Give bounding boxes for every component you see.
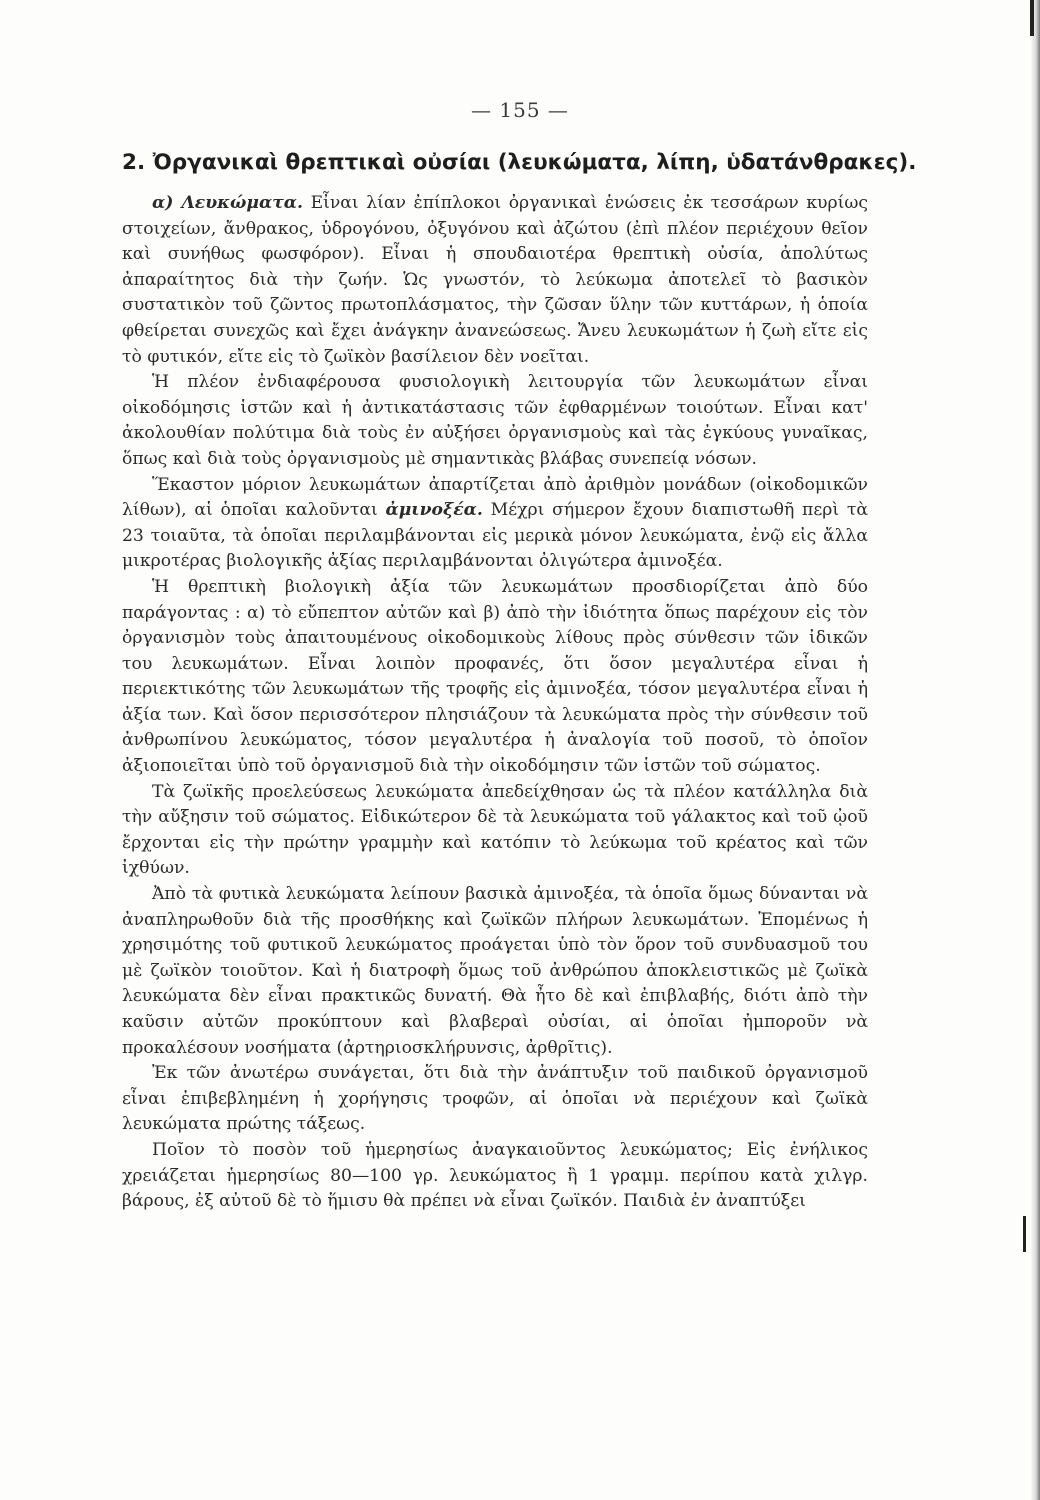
section-title: 2. Ὀργανικαὶ θρεπτικαὶ οὐσίαι (λευκώματα, λίπη, ὑδατάνθρακες). [122,150,917,175]
paragraph-tail: Μέχρι σήμερον ἔχουν διαπιστωθῆ περὶ τὰ 23 τοιαῦτα, τὰ ὁποῖαι περιλαμβάνονται εἰς μερικὰ μόνον λευκώματα, ἐνῷ εἰς ἄλλα μικροτέρας βιολογικῆς ἀξίας περιλαμβάνονται ὀλιγώτερα ἀμινοξέα. [122,500,868,572]
paragraph-emphasis: ἀμινοξέα. [385,500,483,521]
paragraph [122,473,868,575]
paragraph-text: Εἶναι λίαν ἐπίπλοκοι ὀργανικαὶ ἑνώσεις ἐκ τεσσάρων κυρίως στοιχείων, ἄνθρακος, ὑδρογόνου, ὀξυγόνου καὶ ἀζώτου (ἐπὶ πλέον περιέχουν θεῖον καὶ συνήθως φωσφόρον). Εἶναι ἡ σπουδαιοτέρα θρεπτικὴ οὐσία, ἀπολύτως ἀπαραίτητος διὰ τὴν ζωήν. Ὡς γνωστόν, τὸ λεύκωμα ἀποτελεῖ τὸ βασικὸν συστατικὸν τοῦ ζῶντος πρωτοπλάσματος, τὴν ζῶσαν ὕλην τῶν κυττάρων, ἡ ὁποία φθείρεται συνεχῶς καὶ ἔχει ἀνάγκην ἀνανεώσεως. Ἄνευ λευκωμάτων ἡ ζωὴ εἴτε εἰς τὸ φυτικόν, εἴτε εἰς τὸ ζωϊκὸν βασίλειον δὲν νοεῖται. [122,193,868,367]
paragraph [122,575,868,780]
paragraph [122,1138,868,1215]
scan-edge [1030,0,1040,1500]
paragraph-text: Τὰ ζωϊκῆς προελεύσεως λευκώματα ἀπεδείχθησαν ὡς τὰ πλέον κατάλληλα διὰ τὴν αὔξησιν τοῦ σώματος. Εἰδικώτερον δὲ τὰ λευκώματα τοῦ γάλακτος καὶ τοῦ ᾠοῦ ἔρχονται εἰς τὴν πρώτην γραμμὴν καὶ κατόπιν τὸ λεύκωμα τοῦ κρέατος καὶ τῶν ἰχθύων. [122,781,868,879]
scan-mark-top [1030,0,1034,36]
page-number: — 155 — [471,98,569,122]
scan-mark-side [1023,1216,1026,1252]
paragraph-text: Ποῖον τὸ ποσὸν τοῦ ἡμερησίως ἀναγκαιοῦντος λευκώματος; Εἰς ἐνήλικος χρειάζεται ἡμερησίως 80—100 γρ. λευκώματος ἢ 1 γραμμ. περίπου κατὰ χιλγρ. βάρους, ἐξ αὐτοῦ δὲ τὸ ἥμισυ θὰ πρέπει νὰ εἶναι ζωϊκόν. Παιδιὰ ἐν ἀναπτύξει [122,1139,868,1212]
body-text [122,191,868,1215]
paragraph-text: Ἡ θρεπτικὴ βιολογικὴ ἀξία τῶν λευκωμάτων προσδιορίζεται ἀπὸ δύο παράγοντας : α) τὸ εὔπεπτον αὐτῶν καὶ β) ἀπὸ τὴν ἰδιότητα ὅπως παρέχουν εἰς τὸν ὀργανισμὸν τοὺς ἀπαιτουμένους οἰκοδομικοὺς λίθους πρὸς σύνθεσιν τῶν ἰδικῶν του λευκωμάτων. Εἶναι λοιπὸν προφανές, ὅτι ὅσον μεγαλυτέρα εἶναι ἡ περιεκτικότης τῶν λευκωμάτων τῆς τροφῆς εἰς ἀμινοξέα, τόσον μεγαλυτέρα εἶναι ἡ ἀξία των. Καὶ ὅσον περισσότερον πλησιάζουν τὰ λευκώματα πρὸς τὴν σύνθεσιν τοῦ ἀνθρωπίνου λευκώματος, τόσον μεγαλυτέρα ἡ ἀναλογία τοῦ ποσοῦ, τὸ ὁποῖον ἀξιοποιεῖται ὑπὸ τοῦ ὀργανισμοῦ διὰ τὴν οἰκοδόμησιν τῶν ἱστῶν τοῦ σώματος. [122,576,868,777]
paragraph-text: Ἐκ τῶν ἀνωτέρω συνάγεται, ὅτι διὰ τὴν ἀνάπτυξιν τοῦ παιδικοῦ ὀργανισμοῦ εἶναι ἐπιβεβλημένη ἡ χορήγησις τροφῶν, αἱ ὁποῖαι νὰ περιέχουν καὶ ζωϊκὰ λευκώματα πρώτης τάξεως. [122,1063,868,1135]
paragraph [122,882,868,1061]
paragraph-text: Ἡ πλέον ἐνδιαφέρουσα φυσιολογικὴ λειτουργία τῶν λευκωμάτων εἶναι οἰκοδόμησις ἱστῶν καὶ ἡ ἀντικατάστασις τῶν ἐφθαρμένων τοιούτων. Εἶναι κατ' ἀκολουθίαν πολύτιμα διὰ τοὺς ἐν αὐξήσει ὀργανισμοὺς καὶ τὰς ἐγκύους γυναῖκας, ὅπως καὶ διὰ τοὺς ὀργανισμοὺς μὲ σημαντικὰς βλάβας συνεπείᾳ νόσων. [122,372,868,469]
paragraph-text: Ἕκαστον μόριον λευκωμάτων ἀπαρτίζεται ἀπὸ ἀριθμὸν μονάδων (οἰκοδομικῶν λίθων), αἱ ὁποῖαι καλοῦνται [122,474,868,521]
paragraph [122,1061,868,1138]
paragraph-lead: α) Λευκώματα. [152,193,303,213]
paragraph [122,370,868,472]
paragraph [122,780,868,882]
paragraph-text: Ἀπὸ τὰ φυτικὰ λευκώματα λείπουν βασικὰ ἀμινοξέα, τὰ ὁποῖα ὅμως δύνανται νὰ ἀναπληρωθοῦν διὰ τῆς προσθήκης καὶ ζωϊκῶν πλήρων λευκωμάτων. Ἑπομένως ἡ χρησιμότης τοῦ φυτικοῦ λευκώματος προάγεται ὑπὸ τὸν ὅρον τοῦ συνδυασμοῦ του μὲ ζωϊκὸν τοιοῦτον. Καὶ ἡ διατροφὴ ὅμως τοῦ ἀνθρώπου ἀποκλειστικῶς μὲ ζωϊκὰ λευκώματα δὲν εἶναι πρακτικῶς δυνατή. Θὰ ἦτο δὲ καὶ ἐπιβλαβής, διότι ἀπὸ τὴν καῦσιν αὐτῶν προκύπτουν καὶ βλαβεραὶ οὐσίαι, αἱ ὁποῖαι ἠμποροῦν νὰ προκαλέσουν νοσήματα (ἀρτηριοσκλήρυνσις, ἀρθρῖτις). [122,884,868,1058]
paragraph [122,191,868,370]
